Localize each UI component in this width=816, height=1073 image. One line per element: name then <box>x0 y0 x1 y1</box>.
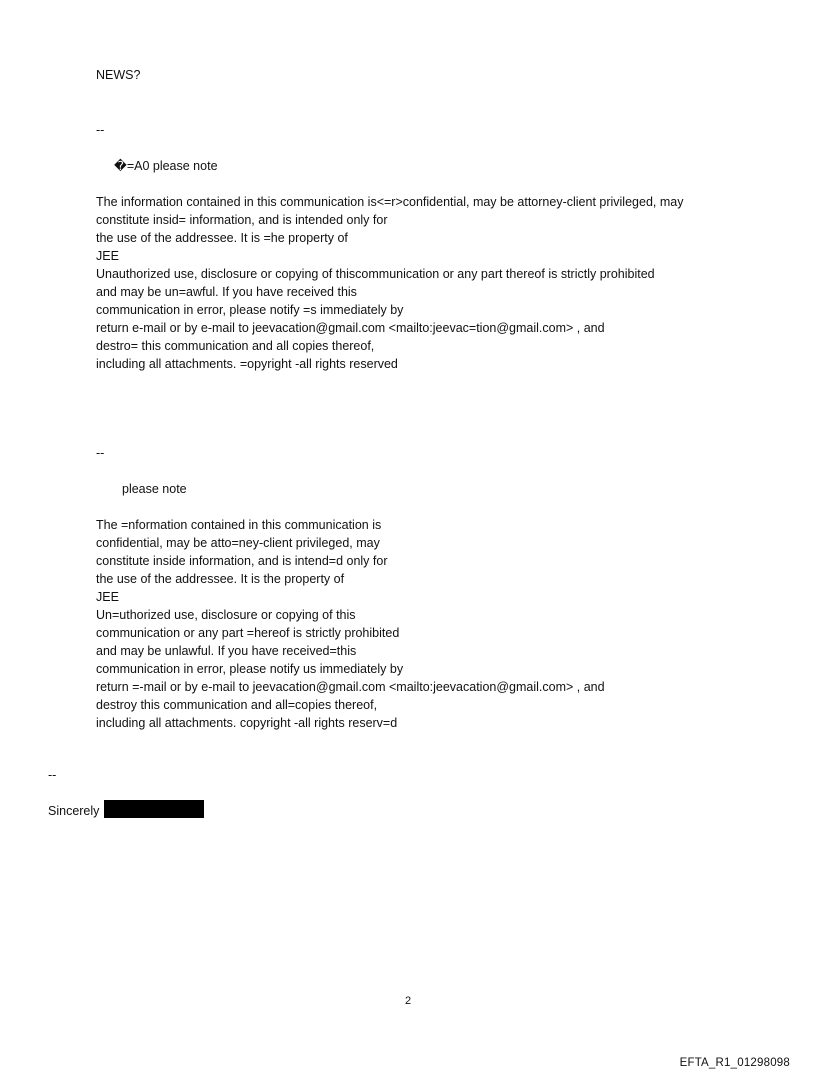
signoff: Sincerely <box>48 804 100 818</box>
note-2-line: the use of the addressee. It is the property of <box>96 572 345 586</box>
note-2-line: Un=uthorized use, disclosure or copying of this <box>96 608 356 622</box>
note-2-line: return =-mail or by e-mail to jeevacation@gmail.com <mailto:jeevacation@gmail.com> , and <box>96 680 605 694</box>
note-1-line: return e-mail or by e-mail to jeevacation@gmail.com <mailto:jeevac=tion@gmail.com> , and <box>96 321 605 335</box>
note-2-line: and may be unlawful. If you have received=this <box>96 644 357 658</box>
redaction-block <box>104 800 204 818</box>
note-2-line: constitute inside information, and is intend=d only for <box>96 554 388 568</box>
note-2-line: communication or any part =hereof is strictly prohibited <box>96 626 400 640</box>
note-1-heading: �=A0 please note <box>114 159 218 173</box>
note-1-line: Unauthorized use, disclosure or copying of thiscommunication or any part thereof is strictly prohibited <box>96 267 655 281</box>
separator-3: -- <box>48 768 57 782</box>
note-2-line: communication in error, please notify us immediately by <box>96 662 404 676</box>
document-id: EFTA_R1_01298098 <box>679 1057 790 1069</box>
note-1-line: The information contained in this communication is<=r>confidential, may be attorney-client privileged, may <box>96 195 684 209</box>
note-1-line: constitute insid= information, and is intended only for <box>96 213 388 227</box>
note-2-heading: please note <box>122 482 187 496</box>
note-1-line: JEE <box>96 249 119 263</box>
separator-1: -- <box>96 123 105 137</box>
note-1-line: communication in error, please notify =s immediately by <box>96 303 404 317</box>
note-1-line: and may be un=awful. If you have received this <box>96 285 357 299</box>
note-2-line: The =nformation contained in this communication is <box>96 518 382 532</box>
note-2-line: destroy this communication and all=copies thereof, <box>96 698 378 712</box>
separator-2: -- <box>96 446 105 460</box>
header-line: NEWS? <box>96 68 141 82</box>
note-1-line: including all attachments. =opyright -all rights reserved <box>96 357 398 371</box>
note-1-line: destro= this communication and all copies thereof, <box>96 339 375 353</box>
note-2-line: confidential, may be atto=ney-client privileged, may <box>96 536 380 550</box>
note-2-line: JEE <box>96 590 119 604</box>
note-1-line: the use of the addressee. It is =he property of <box>96 231 348 245</box>
page-number: 2 <box>404 995 412 1007</box>
note-2-line: including all attachments. copyright -all rights reserv=d <box>96 716 398 730</box>
